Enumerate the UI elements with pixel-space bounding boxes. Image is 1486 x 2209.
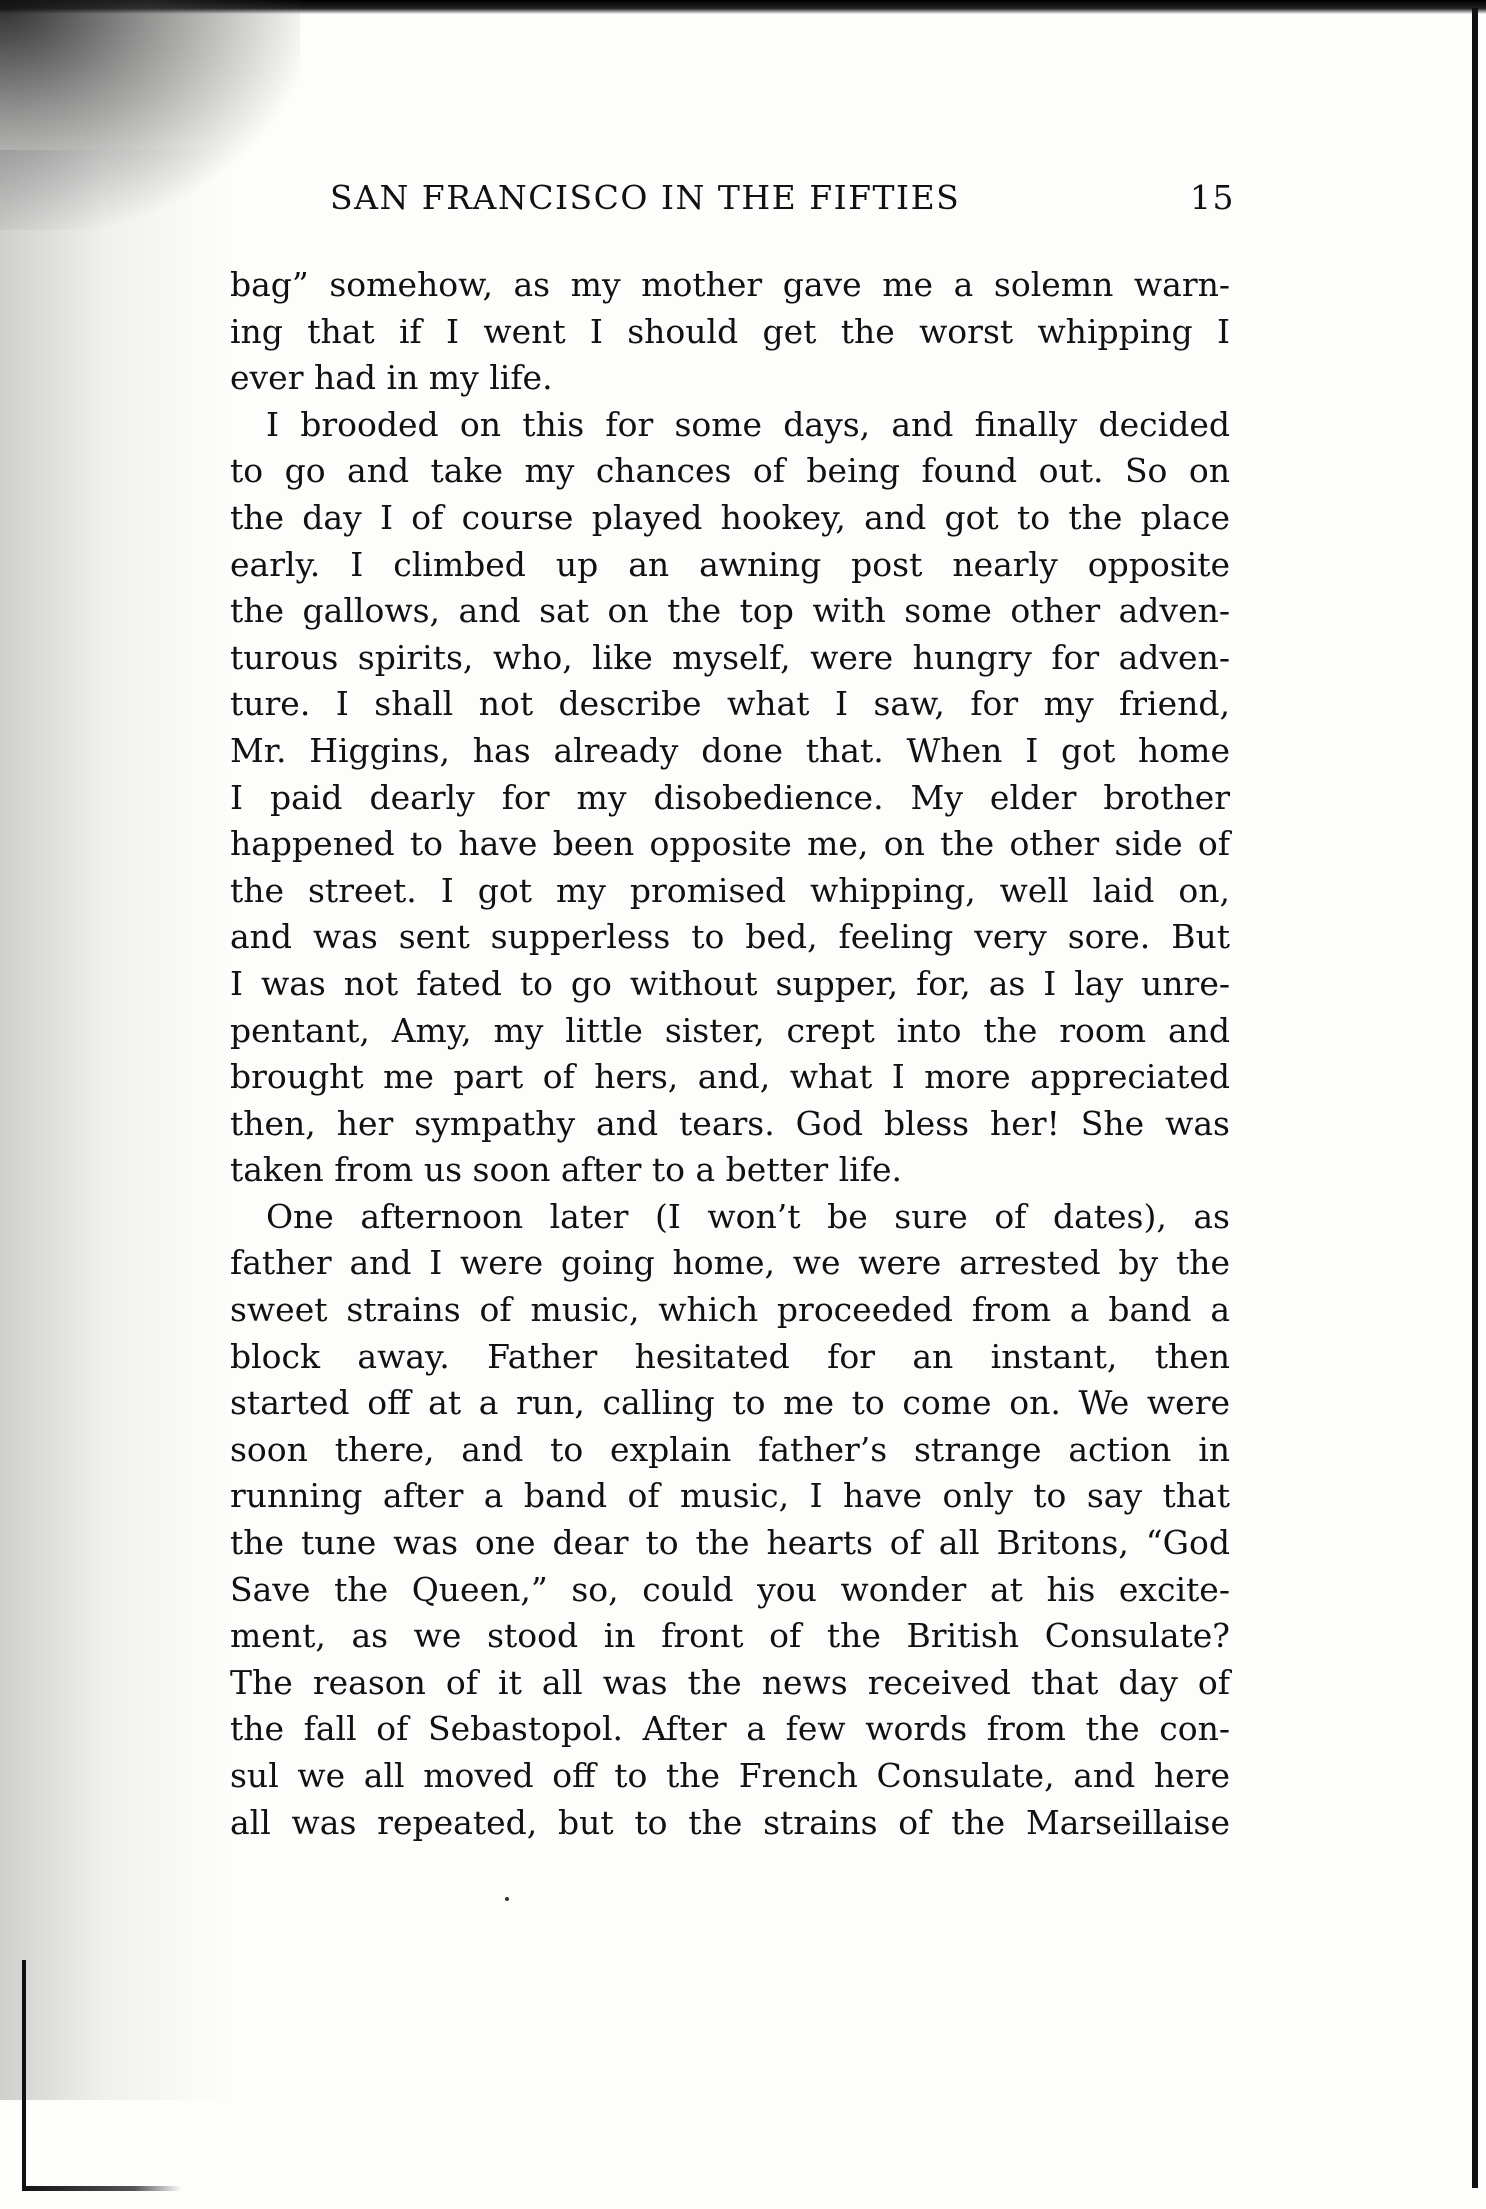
text-line: then, her sympathy and tears. God bless her! She was — [230, 1103, 1230, 1143]
text-line: soon there, and to explain father’s strange action in — [230, 1429, 1230, 1469]
text-line: ture. I shall not describe what I saw, for my friend, — [230, 684, 1230, 724]
text-line: and was sent supperless to bed, feeling very sore. But — [230, 917, 1230, 957]
body-text — [230, 262, 1230, 1846]
text-line: Save the Queen,” so, could you wonder at his excite- — [230, 1569, 1230, 1609]
text-line: to go and take my chances of being found out. So on — [230, 451, 1230, 491]
text-line: running after a band of music, I have only to say that — [230, 1476, 1230, 1516]
text-line: sul we all moved off to the French Consulate, and here — [230, 1756, 1230, 1795]
text-line: turous spirits, who, like myself, were hungry for adven- — [230, 637, 1230, 677]
text-line: One afternoon later (I won’t be sure of dates), as — [266, 1196, 1230, 1236]
text-line: father and I were going home, we were arrested by the — [230, 1243, 1230, 1283]
text-line: ing that if I went I should get the worst whipping I — [230, 311, 1230, 351]
text-line: the street. I got my promised whipping, well laid on, — [230, 870, 1230, 910]
page-number: 15 — [1190, 178, 1235, 217]
text-line: block away. Father hesitated for an instant, then — [230, 1336, 1230, 1376]
text-line: the tune was one dear to the hearts of all Britons, “God — [230, 1523, 1230, 1563]
scan-shadow-gutter — [0, 150, 230, 2100]
text-line: The reason of it all was the news received that day of — [230, 1662, 1230, 1702]
text-line: early. I climbed up an awning post nearly opposite — [230, 544, 1230, 584]
scan-edge-right — [1472, 8, 1478, 2188]
text-line: I was not fated to go without supper, for, as I lay unre- — [230, 963, 1230, 1003]
text-line: started off at a run, calling to me to come on. We were — [230, 1383, 1230, 1423]
text-line: ever had in my life. — [230, 358, 553, 398]
text-line: I brooded on this for some days, and finally decided — [266, 404, 1230, 444]
text-line: brought me part of hers, and, what I more appreciated — [230, 1057, 1230, 1097]
text-line: pentant, Amy, my little sister, crept into the room and — [230, 1010, 1230, 1050]
text-line: the gallows, and sat on the top with some other adven- — [230, 591, 1230, 631]
text-line: the day I of course played hookey, and got to the place — [230, 497, 1230, 537]
text-line: sweet strains of music, which proceeded from a band a — [230, 1290, 1230, 1330]
text-line: Mr. Higgins, has already done that. When I got home — [230, 730, 1230, 770]
text-line: I paid dearly for my disobedience. My elder brother — [230, 777, 1230, 817]
scan-edge-bottom — [22, 2186, 182, 2191]
text-line: ment, as we stood in front of the British Consulate? — [230, 1616, 1230, 1656]
page-header — [330, 178, 1235, 228]
scan-edge-bottom-left — [22, 1960, 26, 2190]
text-line: the fall of Sebastopol. After a few words from the con- — [230, 1709, 1230, 1749]
running-head: SAN FRANCISCO IN THE FIFTIES — [330, 178, 961, 217]
text-line: taken from us soon after to a better life. — [230, 1150, 902, 1190]
text-line: all was repeated, but to the strains of the Marseillaise — [230, 1802, 1230, 1842]
print-speck — [505, 1897, 509, 1901]
text-line: happened to have been opposite me, on the other side of — [230, 824, 1230, 864]
text-line: bag” somehow, as my mother gave me a solemn warn- — [230, 265, 1230, 304]
